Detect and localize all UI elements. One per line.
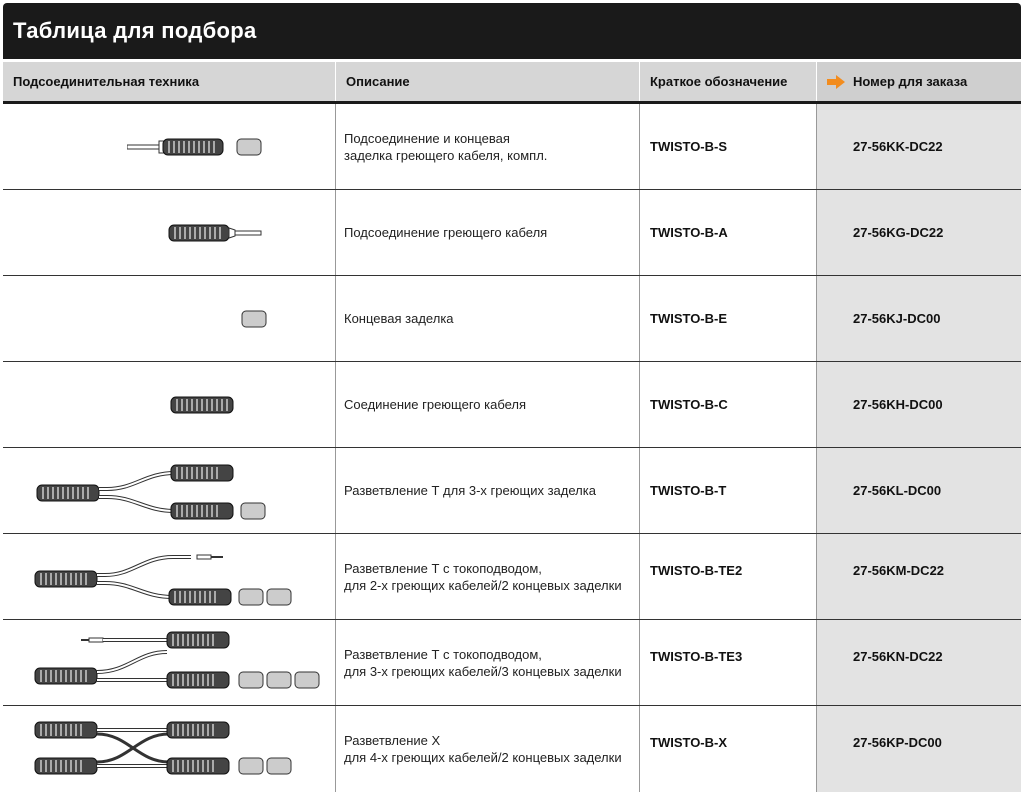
technique-cell bbox=[3, 620, 336, 705]
orange-arrow-icon bbox=[827, 75, 847, 89]
order-number-cell: 27-56KL-DC00 bbox=[817, 448, 1021, 533]
header-short-code: Краткое обозначение bbox=[640, 62, 817, 101]
description-cell: Разветвление Т с токоподводом, для 3-х греющих кабелей/3 концевых заделки bbox=[336, 620, 640, 705]
short-code-cell: TWISTO-B-E bbox=[640, 276, 817, 361]
description-cell: Подсоединение греющего кабеля bbox=[336, 190, 640, 275]
table-title-bar bbox=[3, 3, 1021, 59]
order-number-cell: 27-56KK-DC22 bbox=[817, 104, 1021, 189]
short-code-cell: TWISTO-B-TE2 bbox=[640, 534, 817, 619]
technique-cell bbox=[3, 104, 336, 189]
short-code-cell: TWISTO-B-A bbox=[640, 190, 817, 275]
order-number-cell: 27-56KJ-DC00 bbox=[817, 276, 1021, 361]
header-order-number-cell bbox=[817, 62, 1021, 101]
order-number-cell: 27-56KM-DC22 bbox=[817, 534, 1021, 619]
order-number-cell: 27-56KP-DC00 bbox=[817, 706, 1021, 792]
short-code-cell: TWISTO-B-S bbox=[640, 104, 817, 189]
order-number-cell: 27-56KN-DC22 bbox=[817, 620, 1021, 705]
table-row bbox=[3, 276, 1021, 362]
technique-cell bbox=[3, 362, 336, 447]
header-order-number: Номер для заказа bbox=[853, 74, 968, 89]
technique-cell bbox=[3, 534, 336, 619]
table-row bbox=[3, 104, 1021, 190]
table-row bbox=[3, 534, 1021, 620]
short-code-cell: TWISTO-B-X bbox=[640, 706, 817, 792]
selection-table bbox=[3, 3, 1021, 792]
cable-connection-end-termination-icon bbox=[127, 132, 267, 162]
technique-cell bbox=[3, 190, 336, 275]
t-branch-power-feed-2-icon bbox=[33, 547, 295, 607]
description-cell: Разветвление Т для 3-х греющих заделка bbox=[336, 448, 640, 533]
description-cell: Соединение греющего кабеля bbox=[336, 362, 640, 447]
t-branch-power-feed-3-icon bbox=[33, 630, 323, 696]
description-cell: Концевая заделка bbox=[336, 276, 640, 361]
technique-cell bbox=[3, 276, 336, 361]
table-row bbox=[3, 362, 1021, 448]
description-cell: Разветвление Т с токоподводом, для 2-х греющих кабелей/2 концевых заделки bbox=[336, 534, 640, 619]
end-cap-icon bbox=[241, 304, 267, 334]
technique-cell bbox=[3, 448, 336, 533]
table-row bbox=[3, 706, 1021, 792]
short-code-cell: TWISTO-B-C bbox=[640, 362, 817, 447]
table-header-row bbox=[3, 59, 1021, 104]
order-number-cell: 27-56KH-DC00 bbox=[817, 362, 1021, 447]
cable-connection-icon bbox=[167, 218, 263, 248]
table-row bbox=[3, 448, 1021, 534]
header-description: Описание bbox=[336, 62, 640, 101]
short-code-cell: TWISTO-B-T bbox=[640, 448, 817, 533]
table-title: Таблица для подбора bbox=[13, 18, 257, 43]
technique-cell bbox=[3, 706, 336, 792]
table-row bbox=[3, 190, 1021, 276]
table-row bbox=[3, 620, 1021, 706]
order-number-cell: 27-56KG-DC22 bbox=[817, 190, 1021, 275]
t-branch-icon bbox=[35, 461, 267, 521]
short-code-cell: TWISTO-B-TE3 bbox=[640, 620, 817, 705]
description-cell: Подсоединение и концевая заделка греющего кабеля, компл. bbox=[336, 104, 640, 189]
header-technique: Подсоединительная техника bbox=[3, 62, 336, 101]
description-cell: Разветвление X для 4-х греющих кабелей/2 концевых заделки bbox=[336, 706, 640, 792]
cable-splice-icon bbox=[169, 390, 235, 420]
x-branch-icon bbox=[33, 716, 295, 782]
